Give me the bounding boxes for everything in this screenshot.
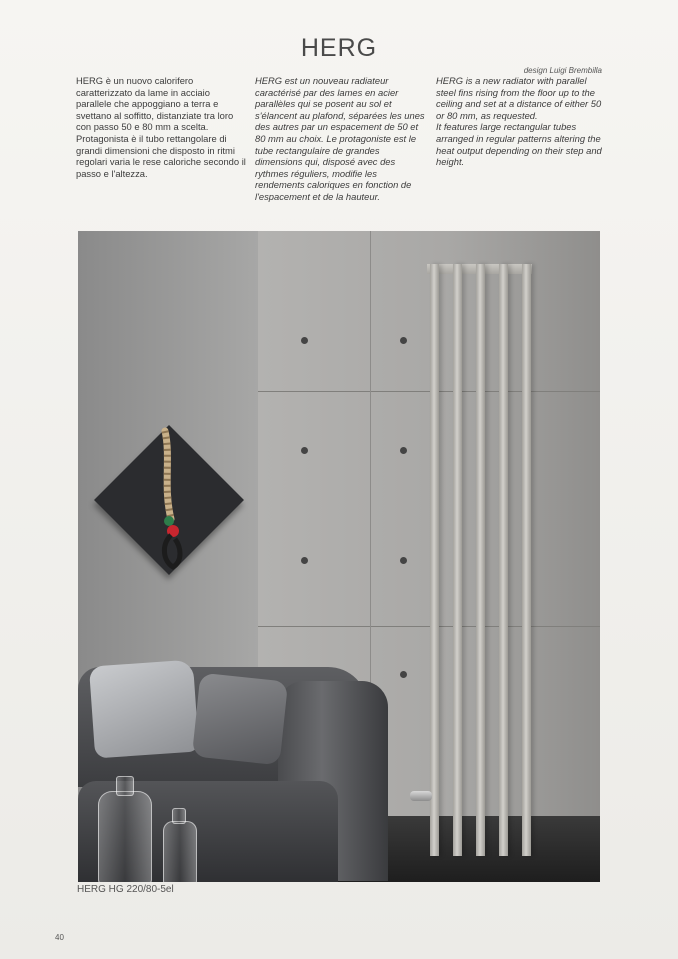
radiator-fin (430, 264, 439, 856)
page-number: 40 (55, 933, 64, 942)
wall-tie-hole (400, 671, 407, 678)
wall-tie-hole (400, 447, 407, 454)
radiator-fin (453, 264, 462, 856)
photo-caption: HERG HG 220/80-5el (77, 884, 174, 895)
wall-tie-hole (400, 557, 407, 564)
radiator-fin (476, 264, 485, 856)
glass-bottle (98, 791, 152, 882)
english-paragraph: HERG is a new radiator with parallel steel fins rising from the floor up to the ceiling and set at a distance of either 50 or 80 mm, as requested. (436, 75, 602, 121)
bottle-neck (172, 808, 186, 824)
wall-tie-hole (400, 337, 407, 344)
dark-cushion (192, 673, 288, 766)
wall-tie-hole (301, 447, 308, 454)
rope-sculpture (157, 427, 187, 577)
wall-tie-hole (301, 557, 308, 564)
radiator-valve (410, 791, 432, 801)
wall-tie-hole (301, 337, 308, 344)
english-paragraph: It features large rectangular tubes arranged in regular patterns altering the heat output depending on their step and height. (436, 121, 602, 168)
bottle-neck (116, 776, 134, 796)
radiator-fin (499, 264, 508, 856)
glass-bottle (163, 821, 197, 882)
french-paragraph: HERG est un nouveau radiateur caractérisé par des lames en acier parallèles qui se posent au sol et s'élancent au plafond, séparées les unes des autres par un espacement de 50 et 80 mm au choix. Le protagoniste est le tube rectangulaire de grandes dimensions qui, disposé avec des rythmes réguliers, modifie les rendements caloriques en fonction de l'espacement et de la hauteur. (255, 75, 425, 202)
wall-seam (258, 626, 600, 627)
text-column-italian (76, 75, 246, 179)
wall-seam (258, 391, 600, 392)
designer-credit: design Luigi Brembilla (523, 66, 602, 75)
italian-paragraph: HERG è un nuovo calorifero caratterizzato da lame in acciaio parallele che appoggiano a terra e svettano al soffitto, distanziate tra loro con passo 50 e 80 mm a scelta. (76, 75, 234, 133)
light-cushion (89, 659, 199, 758)
text-column-english (436, 75, 604, 168)
text-column-french (255, 75, 429, 203)
page-title: HERG (300, 33, 378, 62)
product-photo (78, 231, 600, 882)
radiator-fin (522, 264, 531, 856)
italian-paragraph: Protagonista è il tubo rettangolare di grandi dimensioni che disposto in ritmi regolari varia le rese caloriche secondo il passo e l'altezza. (76, 132, 246, 179)
